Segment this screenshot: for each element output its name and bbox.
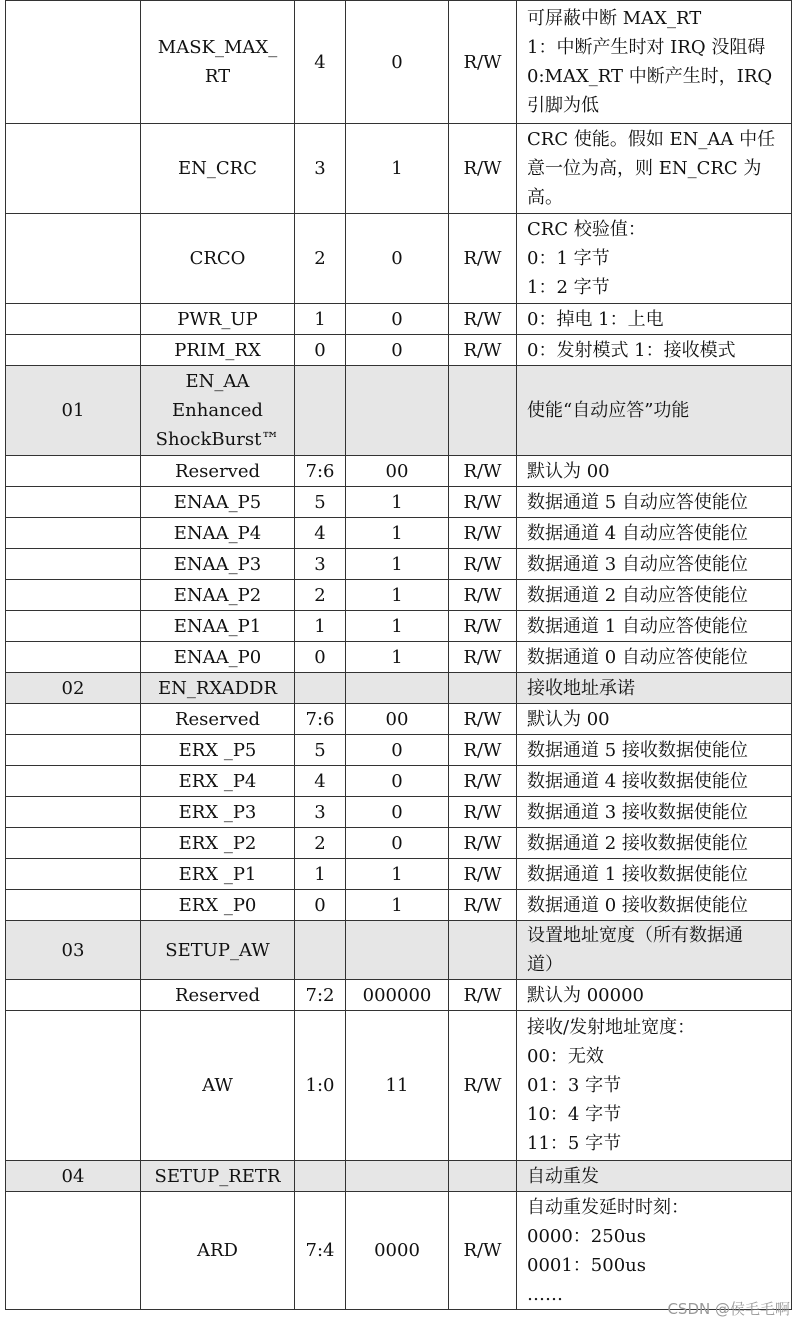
description-line: 意一位为高，则 EN_CRC 为 <box>527 158 762 179</box>
field-name-cell <box>141 797 295 828</box>
field-name-line: SETUP_RETR <box>154 1165 281 1187</box>
address-cell: 01 <box>6 366 141 456</box>
bit-cell: 7:6 <box>295 704 346 735</box>
register-field-row <box>6 859 792 890</box>
description-line: 数据通道 3 接收数据使能位 <box>527 801 748 823</box>
register-field-row <box>6 890 792 921</box>
description-cell <box>517 1192 792 1310</box>
field-name-line: SETUP_AW <box>165 939 270 961</box>
register-field-row <box>6 980 792 1011</box>
register-field-row <box>6 1011 792 1161</box>
bit-cell: 0 <box>295 890 346 921</box>
type-cell: R/W <box>449 549 517 580</box>
address-cell <box>6 1 141 124</box>
field-name-line: CRCO <box>189 248 246 269</box>
bit-cell <box>295 1161 346 1192</box>
type-cell: R/W <box>449 890 517 921</box>
description-cell <box>517 1011 792 1161</box>
field-name-cell <box>141 611 295 642</box>
type-cell: R/W <box>449 797 517 828</box>
address-cell <box>6 518 141 549</box>
register-field-row <box>6 766 792 797</box>
type-cell: R/W <box>449 1011 517 1161</box>
field-name-line: RT <box>204 66 231 87</box>
address-cell <box>6 456 141 487</box>
register-field-row <box>6 1 792 124</box>
description-cell <box>517 1161 792 1192</box>
description-cell <box>517 797 792 828</box>
reset-value-cell: 1 <box>346 518 449 549</box>
bit-cell: 0 <box>295 642 346 673</box>
reset-value-cell: 1 <box>346 487 449 518</box>
reset-value-cell <box>346 1161 449 1192</box>
field-name-line: EN_AA <box>185 371 250 392</box>
field-name-cell <box>141 673 295 704</box>
description-cell <box>517 828 792 859</box>
field-name-cell <box>141 456 295 487</box>
description-line: 自动重发延时时刻： <box>527 1196 689 1218</box>
register-field-row <box>6 642 792 673</box>
register-header-row <box>6 673 792 704</box>
watermark: CSDN @侯毛毛啊 <box>667 1300 790 1318</box>
register-header-row <box>6 366 792 456</box>
field-name-cell <box>141 1011 295 1161</box>
bit-cell: 5 <box>295 735 346 766</box>
field-name-cell <box>141 1161 295 1192</box>
type-cell: R/W <box>449 214 517 304</box>
description-line: 0:MAX_RT 中断产生时，IRQ <box>527 66 773 87</box>
field-name-line: Reserved <box>174 984 261 1006</box>
address-cell <box>6 1011 141 1161</box>
reset-value-cell: 1 <box>346 890 449 921</box>
description-line: 数据通道 0 接收数据使能位 <box>527 894 748 916</box>
type-cell: R/W <box>449 766 517 797</box>
field-name-cell <box>141 304 295 335</box>
bit-cell <box>295 673 346 704</box>
register-field-row <box>6 611 792 642</box>
bit-cell: 4 <box>295 518 346 549</box>
register-field-row <box>6 335 792 366</box>
reset-value-cell: 0000 <box>346 1192 449 1310</box>
description-line: 0001：500us <box>527 1254 646 1276</box>
register-field-row <box>6 456 792 487</box>
description-line: CRC 校验值： <box>527 219 646 240</box>
description-line: 数据通道 0 自动应答使能位 <box>527 646 748 668</box>
field-name-cell <box>141 921 295 980</box>
address-cell <box>6 890 141 921</box>
reset-value-cell: 0 <box>346 1 449 124</box>
reset-value-cell: 00 <box>346 704 449 735</box>
description-line: 1：2 字节 <box>527 277 610 298</box>
address-cell <box>6 735 141 766</box>
description-cell <box>517 487 792 518</box>
description-line: 默认为 00000 <box>527 984 644 1006</box>
description-line: 01：3 字节 <box>527 1075 622 1096</box>
address-cell <box>6 549 141 580</box>
description-line: 引脚为低 <box>527 95 599 116</box>
description-cell <box>517 335 792 366</box>
field-name-line: EN_RXADDR <box>157 677 278 699</box>
register-field-row <box>6 797 792 828</box>
description-line: 数据通道 5 接收数据使能位 <box>527 739 748 761</box>
bit-cell: 2 <box>295 828 346 859</box>
register-field-row <box>6 214 792 304</box>
description-line: 数据通道 4 接收数据使能位 <box>527 770 748 792</box>
type-cell <box>449 673 517 704</box>
register-field-row <box>6 549 792 580</box>
description-cell <box>517 124 792 214</box>
description-cell <box>517 673 792 704</box>
type-cell: R/W <box>449 704 517 735</box>
description-line: 数据通道 2 接收数据使能位 <box>527 832 748 854</box>
field-name-line: PWR_UP <box>177 308 258 330</box>
field-name-cell <box>141 487 295 518</box>
field-name-line: ENAA_P1 <box>173 615 262 637</box>
type-cell: R/W <box>449 304 517 335</box>
type-cell: R/W <box>449 518 517 549</box>
field-name-line: ERX _P1 <box>178 863 257 885</box>
register-table-body <box>6 1 792 1310</box>
field-name-line: EN_CRC <box>178 158 257 179</box>
field-name-line: ERX _P3 <box>178 801 257 823</box>
register-field-row <box>6 518 792 549</box>
description-line: 数据通道 5 自动应答使能位 <box>527 491 748 513</box>
bit-cell: 5 <box>295 487 346 518</box>
description-line: 默认为 00 <box>527 460 610 482</box>
reset-value-cell: 000000 <box>346 980 449 1011</box>
address-cell <box>6 124 141 214</box>
description-line: 数据通道 1 接收数据使能位 <box>527 863 748 885</box>
field-name-line: ENAA_P2 <box>173 584 262 606</box>
address-cell <box>6 828 141 859</box>
type-cell: R/W <box>449 1192 517 1310</box>
field-name-line: Reserved <box>174 708 261 730</box>
field-name-line: AW <box>202 1075 233 1096</box>
field-name-line: ENAA_P5 <box>173 491 262 513</box>
field-name-line: ENAA_P3 <box>173 553 262 575</box>
field-name-line: ENAA_P0 <box>173 646 262 668</box>
address-cell <box>6 335 141 366</box>
description-cell <box>517 704 792 735</box>
description-line: 10：4 字节 <box>527 1104 622 1125</box>
address-cell <box>6 704 141 735</box>
reset-value-cell: 1 <box>346 124 449 214</box>
description-line: 使能“自动应答”功能 <box>527 400 690 421</box>
field-name-line: ERX _P0 <box>178 894 257 916</box>
register-field-row <box>6 304 792 335</box>
field-name-cell <box>141 704 295 735</box>
reset-value-cell: 0 <box>346 735 449 766</box>
field-name-cell <box>141 828 295 859</box>
bit-cell: 2 <box>295 214 346 304</box>
description-cell <box>517 549 792 580</box>
type-cell: R/W <box>449 487 517 518</box>
field-name-cell <box>141 1 295 124</box>
field-name-cell <box>141 580 295 611</box>
description-cell <box>517 518 792 549</box>
description-cell <box>517 580 792 611</box>
bit-cell: 1 <box>295 611 346 642</box>
field-name-cell <box>141 124 295 214</box>
description-line: 数据通道 1 自动应答使能位 <box>527 615 748 637</box>
register-field-row <box>6 828 792 859</box>
description-line: 设置地址宽度（所有数据通 <box>527 925 743 946</box>
description-cell <box>517 611 792 642</box>
address-cell <box>6 642 141 673</box>
reset-value-cell: 00 <box>346 456 449 487</box>
field-name-cell <box>141 642 295 673</box>
field-name-cell <box>141 859 295 890</box>
description-line: 11：5 字节 <box>527 1133 622 1154</box>
type-cell: R/W <box>449 642 517 673</box>
bit-cell <box>295 366 346 456</box>
description-cell <box>517 890 792 921</box>
reset-value-cell: 1 <box>346 611 449 642</box>
type-cell: R/W <box>449 735 517 766</box>
description-line: 默认为 00 <box>527 708 610 730</box>
field-name-line: Enhanced <box>172 400 263 421</box>
field-name-line: Reserved <box>174 460 261 482</box>
reset-value-cell: 1 <box>346 549 449 580</box>
type-cell <box>449 366 517 456</box>
bit-cell: 2 <box>295 580 346 611</box>
bit-cell: 1:0 <box>295 1011 346 1161</box>
bit-cell: 3 <box>295 549 346 580</box>
reset-value-cell: 11 <box>346 1011 449 1161</box>
reset-value-cell: 1 <box>346 580 449 611</box>
bit-cell: 3 <box>295 797 346 828</box>
description-line: 接收/发射地址宽度： <box>527 1017 696 1038</box>
register-field-row <box>6 487 792 518</box>
field-name-cell <box>141 1192 295 1310</box>
type-cell: R/W <box>449 859 517 890</box>
description-line: …… <box>527 1283 563 1305</box>
field-name-cell <box>141 980 295 1011</box>
type-cell: R/W <box>449 335 517 366</box>
field-name-cell <box>141 549 295 580</box>
reset-value-cell: 0 <box>346 335 449 366</box>
bit-cell: 7:4 <box>295 1192 346 1310</box>
address-cell: 02 <box>6 673 141 704</box>
address-cell <box>6 304 141 335</box>
bit-cell: 1 <box>295 859 346 890</box>
description-line: 可屏蔽中断 MAX_RT <box>527 8 702 29</box>
field-name-cell <box>141 335 295 366</box>
description-line: 1：中断产生时对 IRQ 没阻碍 <box>527 37 766 58</box>
register-table <box>5 0 792 1310</box>
field-name-cell <box>141 766 295 797</box>
field-name-line: ShockBurst™ <box>155 429 280 450</box>
address-cell <box>6 487 141 518</box>
description-line: 数据通道 2 自动应答使能位 <box>527 584 748 606</box>
address-cell <box>6 766 141 797</box>
field-name-cell <box>141 518 295 549</box>
field-name-line: ERX _P2 <box>178 832 257 854</box>
bit-cell: 3 <box>295 124 346 214</box>
register-header-row <box>6 921 792 980</box>
description-cell <box>517 456 792 487</box>
type-cell: R/W <box>449 456 517 487</box>
description-cell <box>517 859 792 890</box>
type-cell: R/W <box>449 580 517 611</box>
reset-value-cell <box>346 673 449 704</box>
description-cell <box>517 642 792 673</box>
field-name-cell <box>141 735 295 766</box>
field-name-line: ARD <box>197 1240 238 1261</box>
bit-cell: 0 <box>295 335 346 366</box>
type-cell <box>449 921 517 980</box>
address-cell: 04 <box>6 1161 141 1192</box>
register-field-row <box>6 580 792 611</box>
type-cell: R/W <box>449 124 517 214</box>
description-cell <box>517 766 792 797</box>
type-cell <box>449 1161 517 1192</box>
address-cell <box>6 580 141 611</box>
description-cell <box>517 1 792 124</box>
field-name-cell <box>141 890 295 921</box>
reset-value-cell: 0 <box>346 828 449 859</box>
description-line: 00：无效 <box>527 1046 604 1067</box>
address-cell: 03 <box>6 921 141 980</box>
address-cell <box>6 611 141 642</box>
bit-cell: 7:6 <box>295 456 346 487</box>
reset-value-cell: 0 <box>346 766 449 797</box>
field-name-cell <box>141 214 295 304</box>
address-cell <box>6 797 141 828</box>
description-cell <box>517 366 792 456</box>
description-line: 接收地址承诺 <box>527 677 635 699</box>
field-name-line: PRIM_RX <box>174 339 261 361</box>
description-line: 高。 <box>527 187 563 208</box>
reset-value-cell: 0 <box>346 304 449 335</box>
register-header-row <box>6 1161 792 1192</box>
type-cell: R/W <box>449 1 517 124</box>
bit-cell: 7:2 <box>295 980 346 1011</box>
type-cell: R/W <box>449 611 517 642</box>
bit-cell <box>295 921 346 980</box>
address-cell <box>6 859 141 890</box>
description-line: 0：1 字节 <box>527 248 610 269</box>
register-field-row <box>6 1192 792 1310</box>
field-name-line: ENAA_P4 <box>173 522 262 544</box>
address-cell <box>6 980 141 1011</box>
reset-value-cell <box>346 366 449 456</box>
description-line: 0：发射模式 1：接收模式 <box>527 339 736 361</box>
description-cell <box>517 980 792 1011</box>
address-cell <box>6 1192 141 1310</box>
description-line: CRC 使能。假如 EN_AA 中任 <box>527 129 776 150</box>
bit-cell: 4 <box>295 766 346 797</box>
field-name-cell <box>141 366 295 456</box>
description-cell <box>517 921 792 980</box>
reset-value-cell <box>346 921 449 980</box>
description-cell <box>517 735 792 766</box>
field-name-line: MASK_MAX_ <box>157 37 278 58</box>
description-line: 0000：250us <box>527 1225 646 1247</box>
description-line: 自动重发 <box>527 1165 599 1187</box>
description-line: 0：掉电 1：上电 <box>527 308 664 330</box>
reset-value-cell: 1 <box>346 859 449 890</box>
type-cell: R/W <box>449 828 517 859</box>
field-name-line: ERX _P4 <box>178 770 257 792</box>
bit-cell: 4 <box>295 1 346 124</box>
reset-value-cell: 0 <box>346 797 449 828</box>
register-field-row <box>6 704 792 735</box>
reset-value-cell: 0 <box>346 214 449 304</box>
field-name-line: ERX _P5 <box>178 739 257 761</box>
bit-cell: 1 <box>295 304 346 335</box>
reset-value-cell: 1 <box>346 642 449 673</box>
register-field-row <box>6 735 792 766</box>
address-cell <box>6 214 141 304</box>
description-line: 道） <box>527 954 563 975</box>
register-field-row <box>6 124 792 214</box>
description-line: 数据通道 4 自动应答使能位 <box>527 522 748 544</box>
description-line: 数据通道 3 自动应答使能位 <box>527 553 748 575</box>
type-cell: R/W <box>449 980 517 1011</box>
description-cell <box>517 304 792 335</box>
description-cell <box>517 214 792 304</box>
